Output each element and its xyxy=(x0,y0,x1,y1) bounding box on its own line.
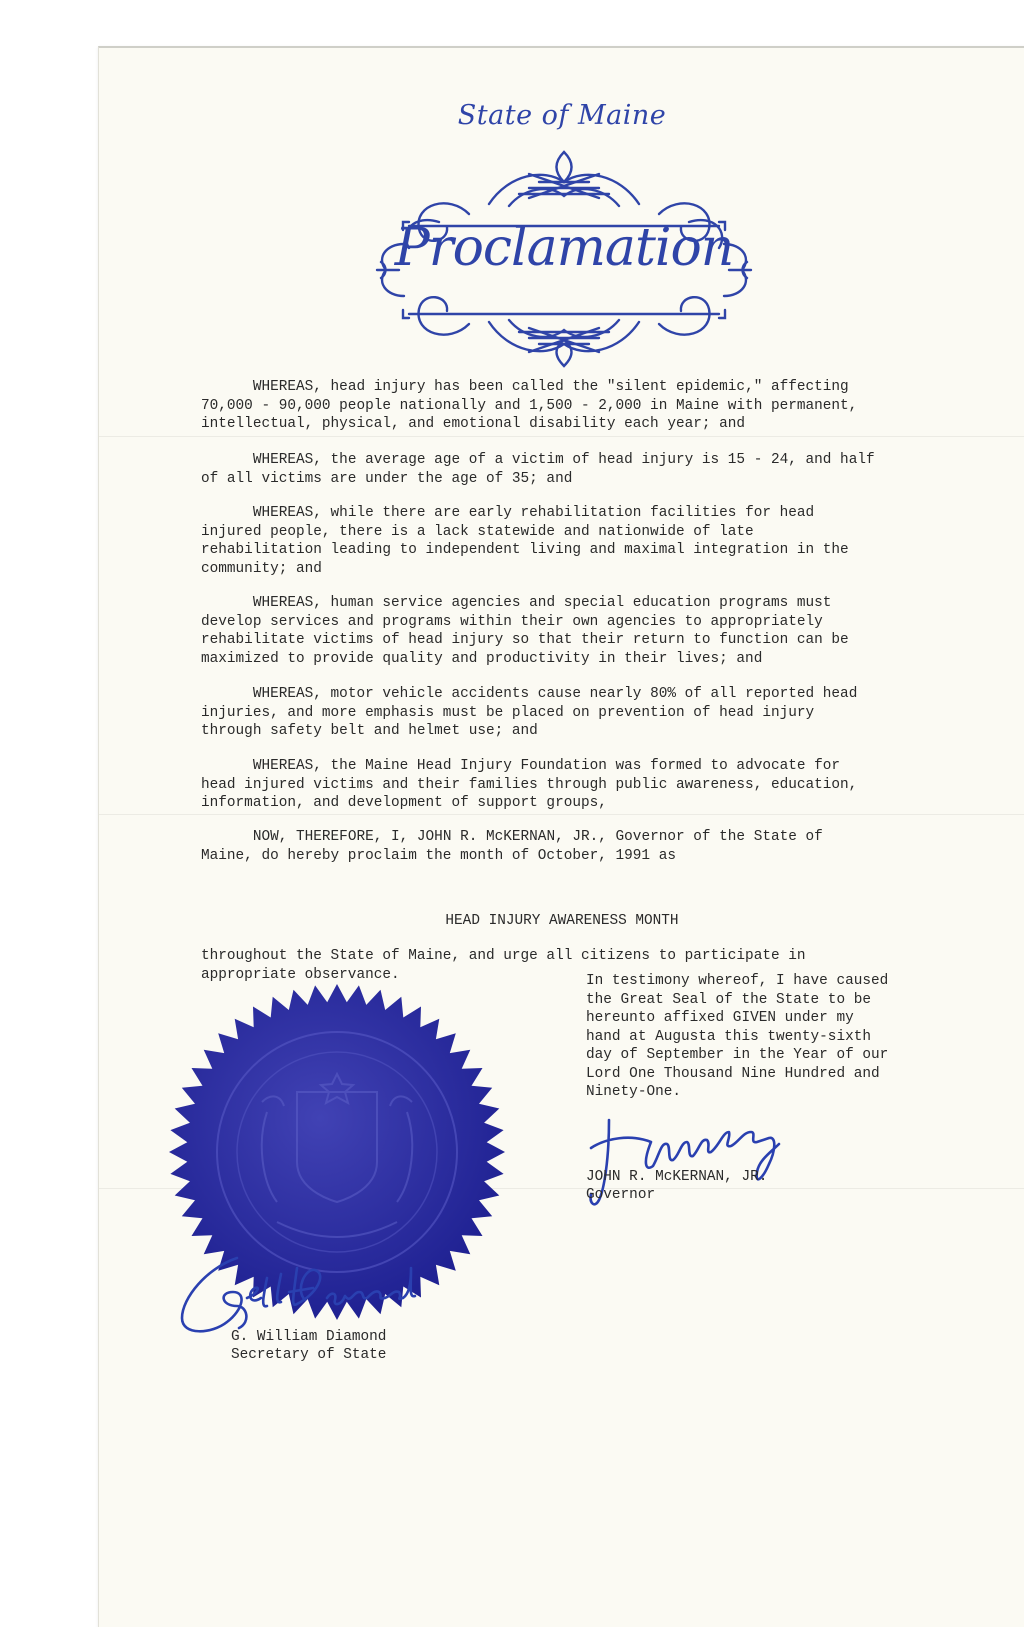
secretary-name: G. William Diamond xyxy=(231,1329,387,1345)
secretary-title: Secretary of State xyxy=(231,1347,387,1363)
whereas-paragraph-4: WHEREAS, human service agencies and special education programs must develop services and programs within their own agencies to appropriately rehabilitate victims of head injury so that their return to function can be maximized to provide quality and productivity in their lives; and xyxy=(201,595,849,667)
fold-line xyxy=(99,436,1024,437)
state-title: State of Maine xyxy=(457,100,667,131)
proclaim-paragraph: NOW, THEREFORE, I, JOHN R. McKERNAN, JR., Governor of the State of Maine, do hereby proclaim the month of October, 1991 as xyxy=(201,829,823,864)
governor-title: Governor xyxy=(586,1187,656,1203)
testimony-paragraph: In testimony whereof, I have caused the Great Seal of the State to be hereunto affixed GIVEN under my hand at Augusta this twenty-sixth day of September in the Year of our Lord One Thousand Nine Hundred and Ninety-One. xyxy=(586,973,889,1100)
whereas-paragraph-1: WHEREAS, head injury has been called the "silent epidemic," affecting 70,000 - 90,000 people nationally and 1,500 - 2,000 in Maine with permanent, intellectual, physical, and emotional disability each year; and xyxy=(201,379,858,432)
governor-name: JOHN R. McKERNAN, JR. xyxy=(586,1169,768,1185)
whereas-paragraph-5: WHEREAS, motor vehicle accidents cause nearly 80% of all reported head injuries, and more emphasis must be placed on prevention of head injury through safety belt and helmet use; and xyxy=(201,686,858,739)
whereas-paragraph-3: WHEREAS, while there are early rehabilitation facilities for head injured people, there is a lack statewide and nationwide of late rehabilitation leading to independent living and maximal integration in the community; and xyxy=(201,505,849,577)
whereas-paragraph-6: WHEREAS, the Maine Head Injury Foundation was formed to advocate for head injured victims and their families through public awareness, education, information, and development of support groups, xyxy=(201,758,858,811)
closing-paragraph: throughout the State of Maine, and urge all citizens to participate in appropriate observance. xyxy=(201,948,806,983)
fold-line xyxy=(99,814,1024,815)
month-title: HEAD INJURY AWARENESS MONTH xyxy=(445,913,679,929)
whereas-paragraph-2: WHEREAS, the average age of a victim of head injury is 15 - 24, and half of all victims are under the age of 35; and xyxy=(201,452,875,487)
proclamation-document xyxy=(98,46,1024,1627)
crest-title: Proclamation xyxy=(394,218,734,278)
